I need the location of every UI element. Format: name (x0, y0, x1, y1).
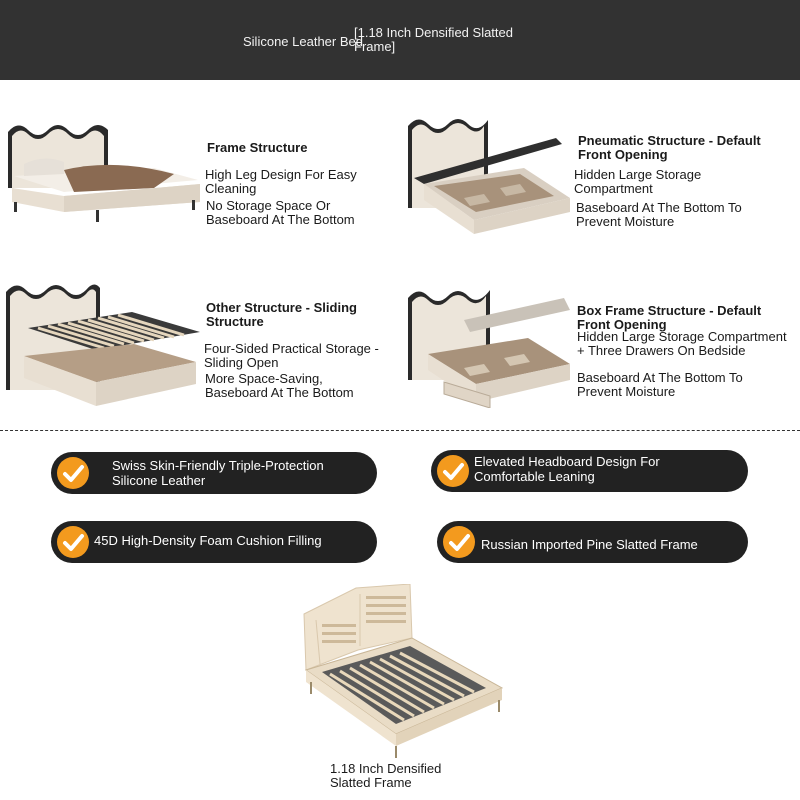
header-banner (0, 0, 800, 80)
feature-pill-foam-filling (51, 521, 377, 563)
bed-pneumatic-structure-image (404, 112, 572, 236)
bottom-caption: 1.18 Inch Densified Slatted Frame (330, 761, 442, 790)
check-circle-icon (57, 457, 89, 489)
structure-2-line2: Baseboard At The Bottom To Prevent Moisture (576, 200, 742, 229)
feature-pill-silicone-leather (51, 452, 377, 494)
structure-3-heading: Other Structure - Sliding Structure (206, 300, 357, 329)
structure-3-line2: More Space-Saving, Baseboard At The Bottom (205, 371, 354, 400)
structure-3-line1: Four-Sided Practical Storage - Sliding Open (204, 341, 379, 370)
bed-slatted-frame-image (296, 584, 508, 760)
product-title: Silicone Leather Bed (243, 34, 363, 49)
bed-box-frame-structure-image (404, 284, 574, 408)
check-circle-icon (437, 455, 469, 487)
feature-label: Russian Imported Pine Slatted Frame (481, 537, 698, 552)
feature-label: Swiss Skin-Friendly Triple-Protection Silicone Leather (112, 458, 324, 488)
feature-label: 45D High-Density Foam Cushion Filling (94, 533, 322, 548)
structure-1-line1: High Leg Design For Easy Cleaning (205, 167, 357, 196)
check-circle-icon (57, 526, 89, 558)
structure-4-heading: Box Frame Structure - Default Front Opening (577, 303, 762, 332)
product-subtitle: [1.18 Inch Densified Slatted Frame] (354, 25, 513, 54)
structure-1-line2: No Storage Space Or Baseboard At The Bottom (206, 198, 355, 227)
structure-1-heading: Frame Structure (207, 140, 308, 155)
structure-4-line1: Hidden Large Storage Compartment + Three Drawers On Bedside (577, 329, 787, 358)
section-divider (0, 430, 800, 431)
check-circle-icon (443, 526, 475, 558)
structure-4-line2: Baseboard At The Bottom To Prevent Moisture (577, 370, 743, 399)
feature-pill-pine-slatted-frame (437, 521, 748, 563)
bed-sliding-structure-image (4, 274, 200, 412)
bed-frame-structure-image (4, 118, 200, 228)
structure-2-line1: Hidden Large Storage Compartment (574, 167, 702, 196)
feature-pill-elevated-headboard (431, 450, 748, 492)
feature-label: Elevated Headboard Design For Comfortable Leaning (474, 454, 660, 484)
structure-2-heading: Pneumatic Structure - Default Front Opening (578, 133, 761, 162)
